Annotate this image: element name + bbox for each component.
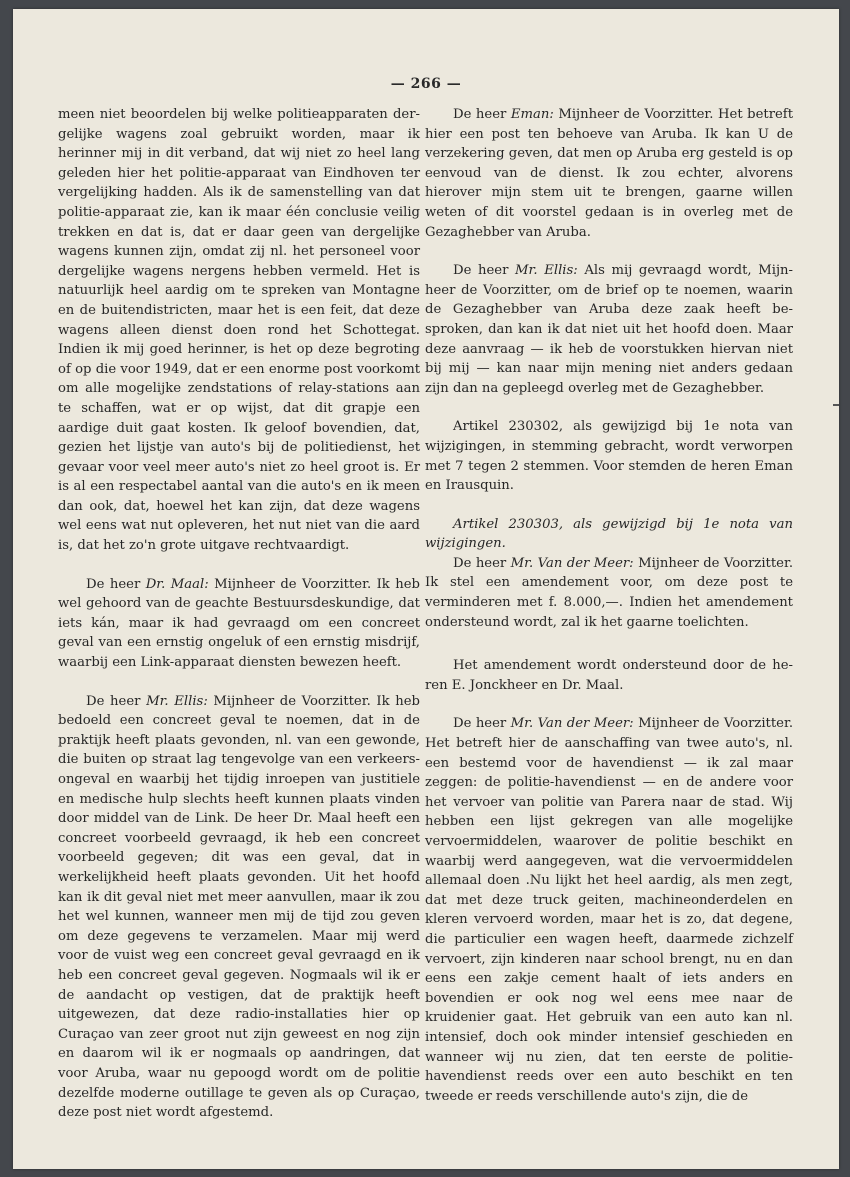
speaker-name: Mr. Van der Meer: <box>510 716 634 732</box>
speaker-name: Mr. Ellis: <box>515 263 578 279</box>
left-paragraph-1: meen niet beoordelen bij welke politieapparaten dergelijke wagens zoal gebruikt worden, maar ik herinner mij in dit verband, dat wij niet zo heel lang geleden hier het politie-apparaat van Eindhoven ter vergelijking hadden. Als ik de samenstelling van dat politie-apparaat zie, kan ik maar één conclusie veilig trekken en dat is, dat er daar geen van dergelijke wagens kunnen zijn, omdat zij nl. het personeel voor dergelijke wagens nergens hebben vermeld. Het is natuurlijk heel aardig om te spreken van Montagne en de buitendistricten, maar het is een feit, dat deze wagens alleen dienst doen rond het Schottegat. Indien ik mij goed herinner, is het op deze begroting of op die voor 1949, dat er een enorme post voorkomt om alle mogelijke zendstations of relay-stations aan te schaffen, wat er op wijst, dat dit grapje een aardige duit gaat kosten. Ik geloof bovendien, dat, gezien het lijstje van auto's bij de politiedienst, het gevaar voor veel meer auto's niet zo heel groot is. Er is al een respectabel aantal van die auto's en ik meen dan ook, dat, hoewel het kan zijn, dat deze wagens wel eens wat nut opleveren, het nut niet van die aard is, dat het zo'n grote uitgave rechtvaardigt. <box>58 107 420 554</box>
right-paragraph-4: Artikel 230303, als gewijzigd bij 1e nota van wijzigingen. <box>425 516 793 552</box>
margin-mark <box>833 404 839 406</box>
document-page <box>13 9 839 1169</box>
speaker-name: Mr. Van der Meer: <box>510 555 634 571</box>
right-paragraph-5: De heer Mr. Van der Meer: Mijnheer de Voorzitter. Ik stel een amendement voor, om deze post te verminderen met f. 8.000,—. Indien het amendement ondersteund wordt, zal ik het gaarne toelichten. <box>425 555 794 630</box>
right-paragraph-3: Artikel 230302, als gewijzigd bij 1e nota van wijzigingen, in stemming gebracht, wordt verworpen met 7 tegen 2 stemmen. Voor stemden de heren Eman en Irausquin. <box>425 419 793 494</box>
left-paragraph-2: De heer Dr. Maal: Mijnheer de Voorzitter. Ik heb wel gehoord van de geachte Bestuursdeskundige, dat iets kán, maar ik had gevraagd om een concreet geval van een ernstig ongeluk of een ernstig misdrijf, waarbij een Link-apparaat diensten bewezen heeft. <box>58 576 420 671</box>
right-paragraph-1: De heer Eman: Mijnheer de Voorzitter. Het betreft hier een post ten behoeve van Aruba. Ik kan U de verzekering geven, dat men op Aruba erg gesteld is op eenvoud van de dienst. Ik zou echter, alvorens hierover mijn stem uit te brengen, gaarne willen weten of dit voorstel gedaan is in overleg met de Gezaghebber van Aruba. <box>425 107 793 240</box>
right-column <box>425 105 793 1106</box>
speaker-name: Dr. Maal: <box>145 576 209 592</box>
left-column <box>58 105 420 1123</box>
speaker-name: Eman: <box>510 107 554 122</box>
right-paragraph-6: Het amendement wordt ondersteund door de heren E. Jonckheer en Dr. Maal. <box>425 658 793 693</box>
right-paragraph-2: De heer Mr. Ellis: Als mij gevraagd wordt, Mijnheer de Voorzitter, om de brief op te noemen, waarin de Gezaghebber van Aruba deze zaak heeft besproken, dan kan ik dat niet uit het hoofd doen. Maar deze aanvraag — ik heb de voorstukken hiervan niet bij mij — kan naar mijn mening niet anders gedaan zijn dan na gepleegd overleg met de Gezaghebber. <box>425 263 794 396</box>
right-paragraph-7: De heer Mr. Van der Meer: Mijnheer de Voorzitter. Het betreft hier de aanschaffing van twee auto's, nl. een bestemd voor de havendienst — ik zal maar zeggen: de politie-havendienst — en de andere voor het vervoer van politie van Parera naar de stad. Wij hebben een lijst gekregen van alle mogelijke vervoermiddelen, waarover de politie beschikt en waarbij werd aangegeven, wat die vervoermiddelen allemaal doen .Nu lijkt het heel aardig, als men zegt, dat met deze truck geiten, machineonderdelen en kleren vervoerd worden, maar het is zo, dat degene, die particulier een wagen heeft, daarmede zichzelf vervoert, zijn kinderen naar school brengt, nu en dan eens een zakje cement haalt of iets anders en bovendien er ook nog wel eens mee naar de kruidenier gaat. Het gebruik van een auto kan nl. intensief, doch ook minder intensief geschieden en wanneer wij nu zien, dat ten eerste de politie-havendienst reeds over een auto beschikt en ten tweede er reeds verschillende auto's zijn, die de <box>425 716 794 1104</box>
speaker-name: Mr. Ellis: <box>146 693 208 709</box>
page-number: — 266 — <box>390 76 462 92</box>
left-paragraph-3: De heer Mr. Ellis: Mijnheer de Voorzitter. Ik heb bedoeld een concreet geval te noemen, dat in de praktijk heeft plaats gevonden, nl. van een gewonde, die buiten op straat lag tengevolge van een verkeersongeval en waarbij het tijdig inroepen van justitiele en medische hulp slechts heeft kunnen plaats vinden door middel van de Link. De heer Dr. Maal heeft een concreet voorbeeld gevraagd, ik heb een concreet voorbeeld gegeven; dit was een geval, dat in werkelijkheid heeft plaats gevonden. Uit het hoofd kan ik dit geval niet met meer aanvullen, maar ik zou het wel kunnen, wanneer men mij de tijd zou geven om deze gegevens te verzamelen. Maar mij werd voor de vuist weg een concreet geval gevraagd en ik heb een concreet geval gegeven. Nogmaals wil ik er de aandacht op vestigen, dat de praktijk heeft uitgewezen, dat deze radio-installaties hier op Curaçao van zeer groot nut zijn geweest en nog zijn en daarom wil ik er nogmaals op aandringen, dat voor Aruba, waar nu gepoogd wordt om de politie dezelfde moderne outillage te geven als op Curaçao, deze post niet wordt afgestemd. <box>58 693 420 1121</box>
